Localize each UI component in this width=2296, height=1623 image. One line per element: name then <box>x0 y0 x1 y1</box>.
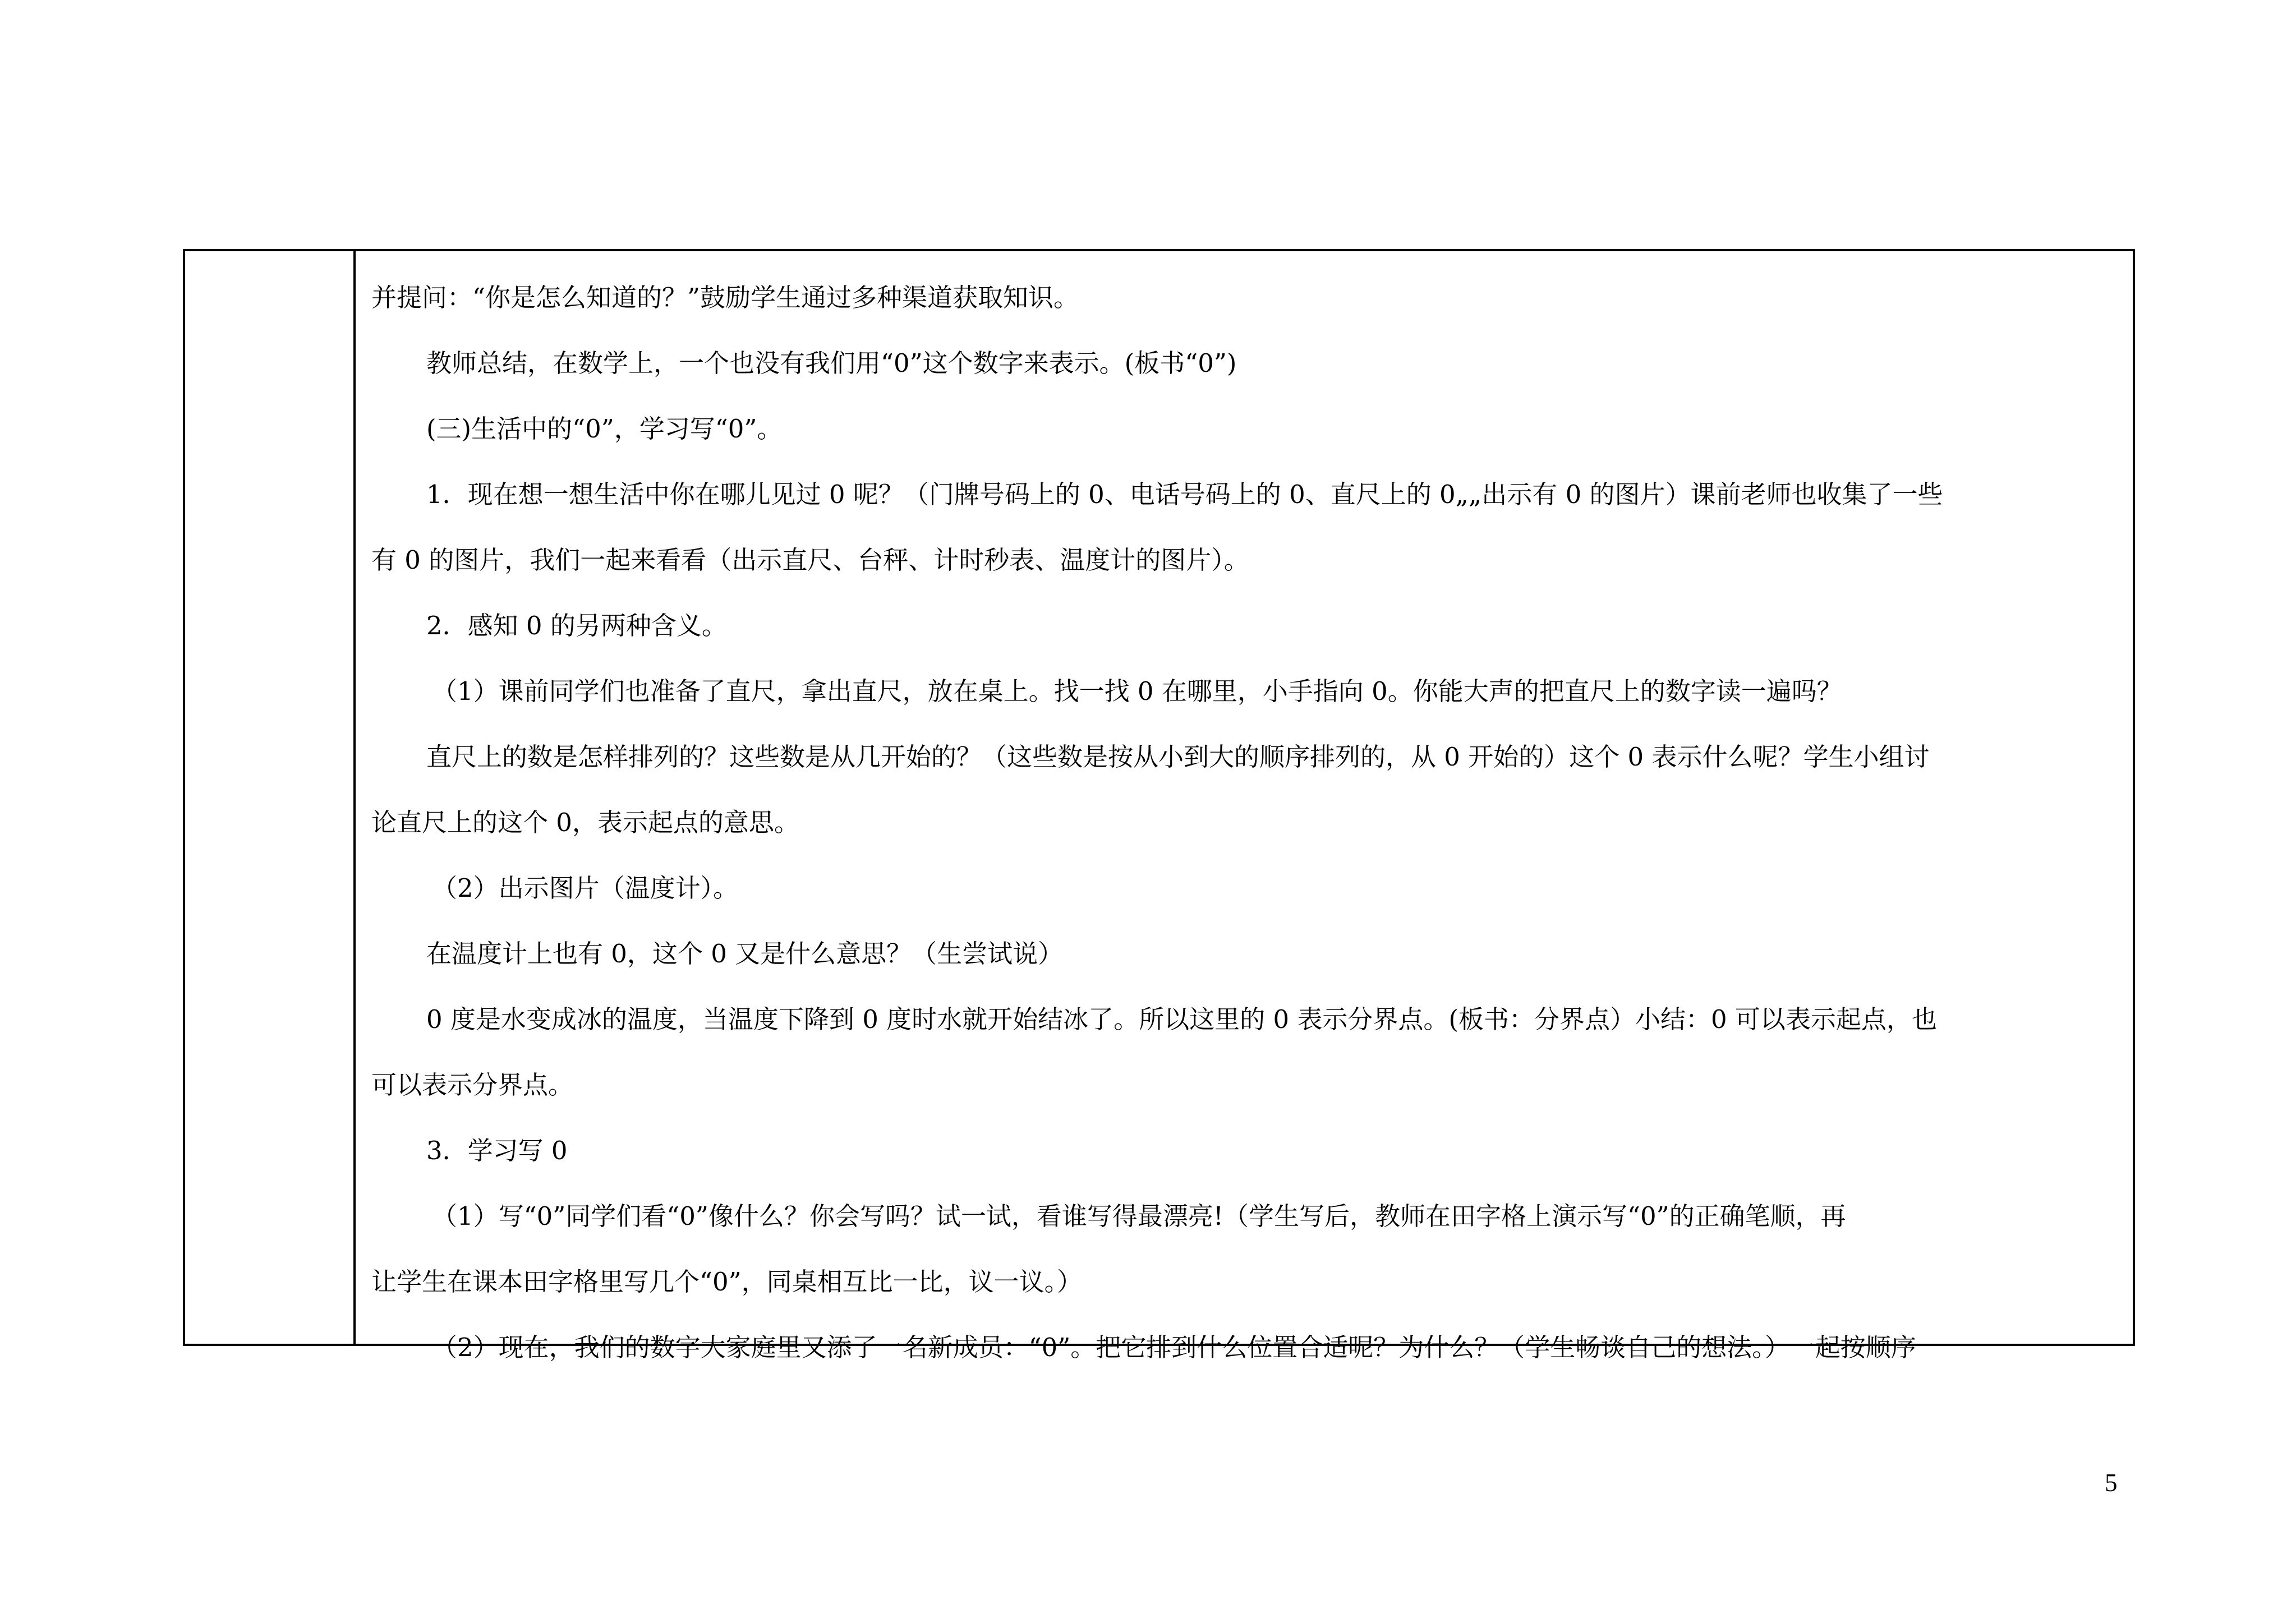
paragraph-line-2: 教师总结，在数学上，一个也没有我们用“0”这个数字来表示。(板书“0”) <box>426 348 1237 378</box>
paragraph-line-8: 直尺上的数是怎样排列的？这些数是从几开始的？（这些数是按从小到大的顺序排列的，从 0 开始的）这个 0 表示什么呢？学生小组讨 <box>426 742 1930 772</box>
paragraph-line-9: 论直尺上的这个 0，表示起点的意思。 <box>371 808 799 837</box>
paragraph-line-6: 2．感知 0 的另两种含义。 <box>426 611 727 640</box>
table-content-cell <box>356 251 2133 1362</box>
paragraph-line-16: 让学生在课本田字格里写几个“0”，同桌相互比一比，议一议。） <box>371 1267 1083 1297</box>
table-left-cell <box>185 251 356 1344</box>
paragraph-line-10: （2）出示图片（温度计）。 <box>432 873 739 903</box>
lesson-table <box>183 249 2135 1362</box>
paragraph-line-12: 0 度是水变成冰的温度，当温度下降到 0 度时水就开始结冰了。所以这里的 0 表示分界点。(板书：分界点）小结：0 可以表示起点，也 <box>426 1004 1937 1034</box>
paragraph-line-17: （2）现在，我们的数字大家庭里又添了一名新成员：“0”。把它排到什么位置合适呢？为什么？（学生畅谈自己的想法。）一起按顺序 <box>432 1332 1916 1362</box>
paragraph-line-3: (三)生活中的“0”，学习写“0”。 <box>426 414 783 444</box>
page-number: 5 <box>2105 1469 2118 1497</box>
paragraph-line-15: （1）写“0”同学们看“0”像什么？你会写吗？试一试，看谁写得最漂亮!（学生写后，教师在田字格上演示写“0”的正确笔顺，再 <box>432 1201 1846 1231</box>
paragraph-line-14: 3．学习写 0 <box>426 1136 568 1165</box>
paragraph-line-5: 有 0 的图片，我们一起来看看（出示直尺、台秤、计时秒表、温度计的图片）。 <box>371 545 1249 575</box>
paragraph-line-1: 并提问：“你是怎么知道的？”鼓励学生通过多种渠道获取知识。 <box>371 283 1079 312</box>
paragraph-line-11: 在温度计上也有 0，这个 0 又是什么意思？（生尝试说） <box>426 939 1064 969</box>
paragraph-line-13: 可以表示分界点。 <box>371 1070 574 1100</box>
paragraph-line-7: （1）课前同学们也准备了直尺，拿出直尺，放在桌上。找一找 0 在哪里，小手指向 0。你能大声的把直尺上的数字读一遍吗？ <box>432 676 1842 706</box>
paragraph-line-4: 1．现在想一想生活中你在哪儿见过 0 呢？（门牌号码上的 0、电话号码上的 0、直尺上的 0„„出示有 0 的图片）课前老师也收集了一些 <box>426 479 1943 509</box>
